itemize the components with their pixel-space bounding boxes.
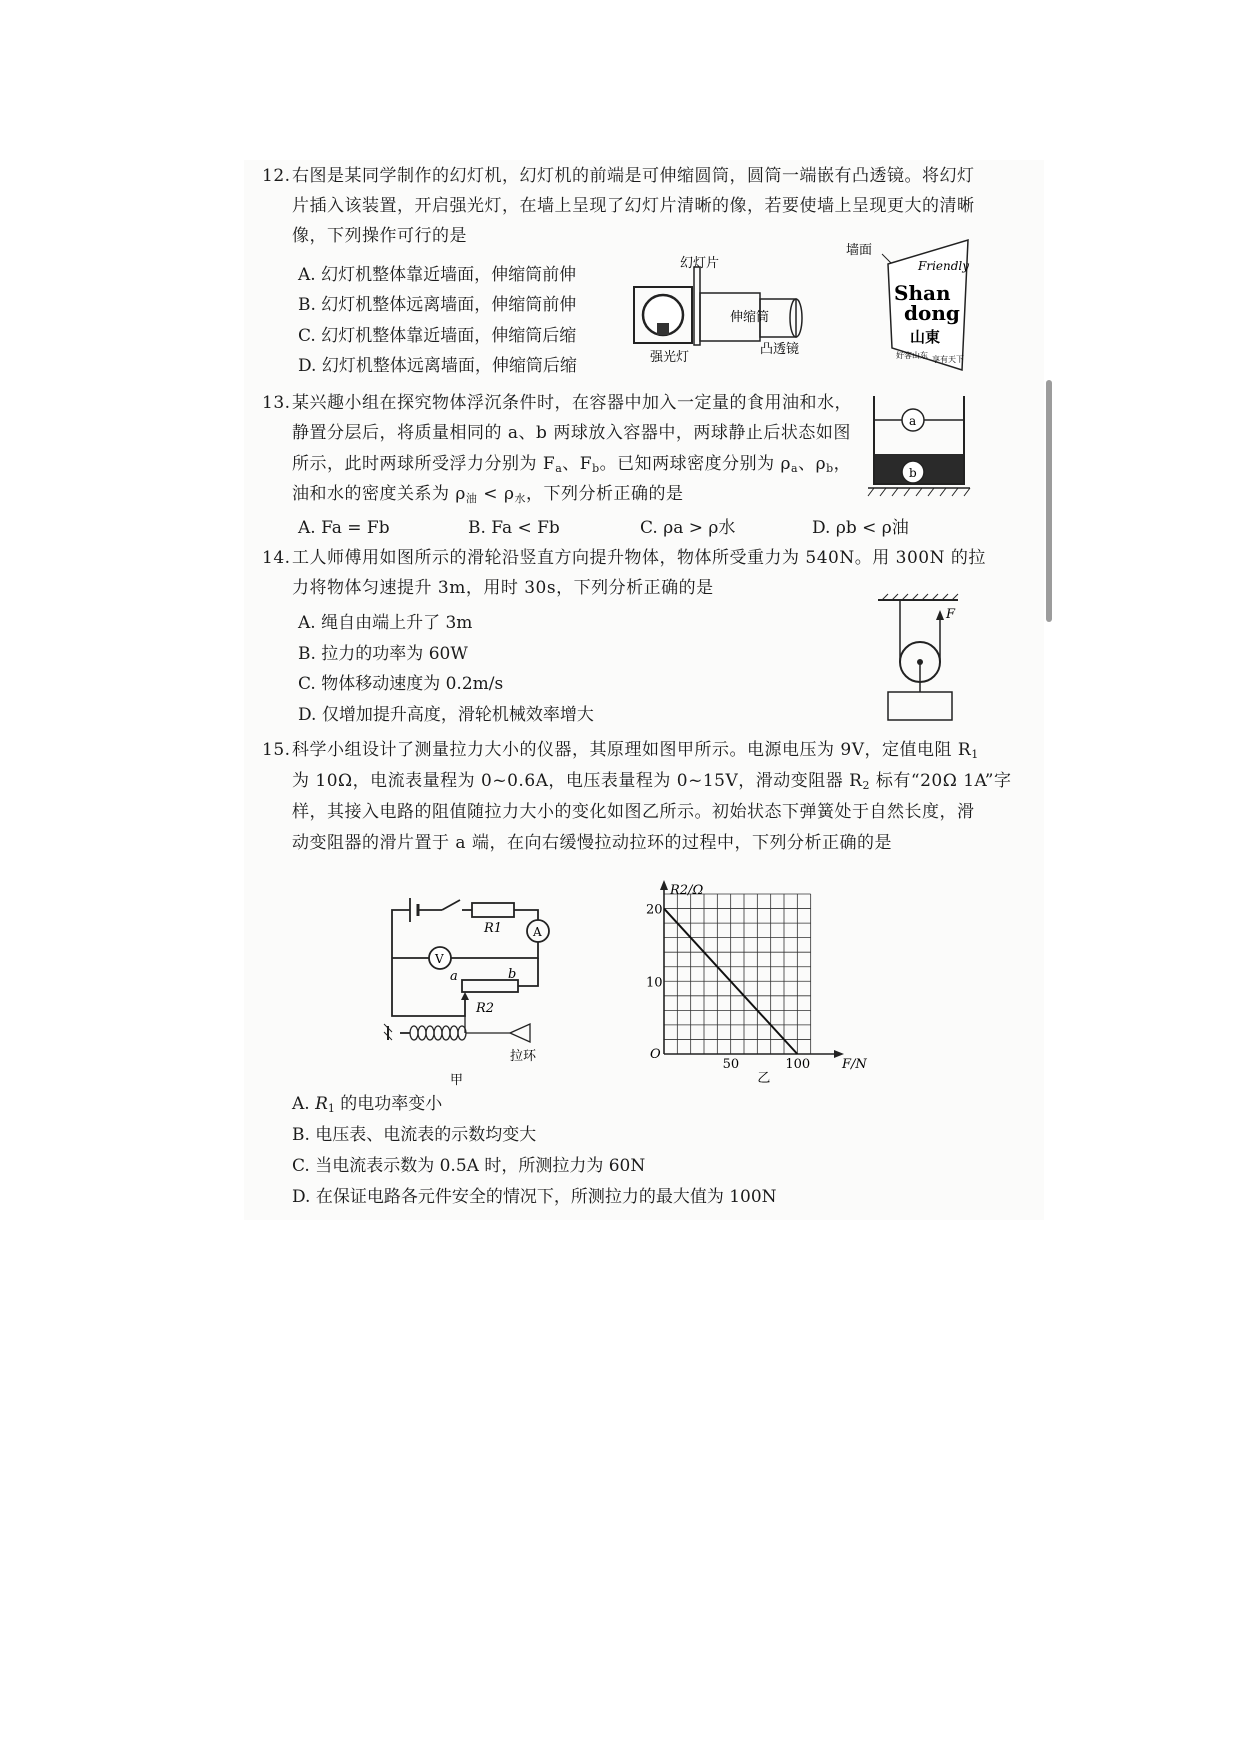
q15-option-a[interactable]: A. $R_1$ 的电功率变小 — [292, 1094, 443, 1115]
q15-option-d[interactable]: D. 在保证电路各元件安全的情况下，所测拉力的最大值为 100N — [292, 1187, 777, 1207]
q12-line-3: 像，下列操作可行的是 — [292, 226, 467, 246]
lamp-label: 强光灯 — [650, 350, 690, 365]
pulley-figure — [870, 592, 970, 727]
y-axis-arrow — [660, 880, 668, 890]
q14-line-2: 力将物体匀速提升 3m，用时 30s，下列分析正确的是 — [292, 578, 714, 598]
q15-line-4: 动变阻器的滑片置于 a 端，在向右缓慢拉动拉环的过程中，下列分析正确的是 — [292, 833, 892, 853]
tube-label: 伸缩筒 — [730, 310, 770, 325]
scrollbar-thumb[interactable] — [1046, 380, 1052, 622]
poster-slogan-1: 好客山东 — [896, 351, 928, 360]
ball-a-label: a — [909, 414, 917, 428]
ball-b-label: b — [909, 466, 917, 480]
q15-option-c[interactable]: C. 当电流表示数为 0.5A 时，所测拉力为 60N — [292, 1156, 646, 1176]
r2-label: R2 — [476, 1001, 495, 1016]
q13-option-d[interactable]: D. ρb < ρ油 — [812, 518, 909, 538]
y-tick-label: 10 — [646, 975, 663, 991]
slide-label: 幻灯片 — [680, 256, 720, 271]
poster-shandong-cn: 山東 — [910, 328, 941, 346]
q12-option-d[interactable]: D. 幻灯机整体远离墙面，伸缩筒后缩 — [298, 356, 577, 376]
end-a-label: a — [450, 969, 458, 984]
lens-label: 凸透镜 — [760, 342, 800, 357]
q13-line-3: 所示，此时两球所受浮力分别为 $F_a$、$F_b$。已知两球密度分别为 $\rho_a$、$\rho_b$， — [292, 454, 852, 475]
q12-option-a[interactable]: A. 幻灯机整体靠近墙面，伸缩筒前伸 — [298, 265, 577, 285]
q12-number: 12. — [262, 166, 291, 186]
x-tick-label: 50 — [722, 1057, 740, 1072]
q13-option-c[interactable]: C. ρa > ρ水 — [640, 518, 736, 538]
q13-line-1: 某兴趣小组在探究物体浮沉条件时，在容器中加入一定量的食用油和水， — [292, 393, 852, 413]
q12-option-b[interactable]: B. 幻灯机整体远离墙面，伸缩筒前伸 — [298, 295, 577, 315]
poster-slogan-2: 享有天下 — [932, 355, 964, 364]
q15-option-b[interactable]: B. 电压表、电流表的示数均变大 — [292, 1125, 537, 1145]
graph-caption: 乙 — [757, 1071, 771, 1086]
poster-friendly: Friendly — [918, 259, 970, 273]
q15-number: 15. — [262, 740, 291, 760]
r1-label: R1 — [484, 921, 503, 936]
q13-option-b[interactable]: B. Fa < Fb — [468, 518, 560, 538]
q13-option-a[interactable]: A. Fa = Fb — [298, 518, 390, 538]
circuit-caption: 甲 — [450, 1073, 464, 1088]
q14-option-b[interactable]: B. 拉力的功率为 60W — [298, 644, 468, 664]
q13-line-2: 静置分层后，将质量相同的 a、b 两球放入容器中，两球静止后状态如图 — [292, 423, 851, 443]
q13-number: 13. — [262, 393, 291, 413]
force-label: F — [946, 607, 956, 622]
graph-axes — [660, 880, 844, 1058]
wall-label: 墙面 — [846, 243, 873, 258]
y-tick-label: 20 — [646, 902, 663, 918]
q12-option-c[interactable]: C. 幻灯机整体靠近墙面，伸缩筒后缩 — [298, 326, 577, 346]
origin-label: O — [650, 1047, 661, 1062]
wall-poster-figure — [846, 236, 976, 386]
q14-line-1: 工人师傅用如图所示的滑轮沿竖直方向提升物体，物体所受重力为 540N。用 300N 的拉 — [292, 548, 986, 568]
x-axis-label: F/N — [842, 1057, 867, 1072]
q15-line-1: 科学小组设计了测量拉力大小的仪器，其原理如图甲所示。电源电压为 9V，定值电阻 $R_1$ — [292, 740, 979, 761]
end-b-label: b — [508, 967, 517, 982]
q12-line-2: 片插入该装置，开启强光灯，在墙上呈现了幻灯片清晰的像，若要使墙上呈现更大的清晰 — [292, 196, 975, 216]
q15-line-2: 为 10Ω，电流表量程为 0~0.6A，电压表量程为 0~15V，滑动变阻器 $R_2$ 标有“20Ω 1A”字 — [292, 771, 1012, 792]
ring-label: 拉环 — [510, 1049, 537, 1064]
poster-dong: dong — [904, 301, 960, 325]
circuit-figure — [380, 888, 565, 1088]
projector-figure — [630, 255, 830, 370]
x-tick-label: 100 — [785, 1057, 811, 1072]
q14-option-a[interactable]: A. 绳自由端上升了 3m — [298, 613, 473, 633]
ammeter-label: A — [533, 925, 542, 939]
graph-grid — [664, 894, 811, 1054]
q15-line-3: 样，其接入电路的阻值随拉力大小的变化如图乙所示。初始状态下弹簧处于自然长度，滑 — [292, 802, 975, 822]
q14-number: 14. — [262, 548, 291, 568]
poster-shan: Shan — [894, 281, 951, 305]
q14-option-d[interactable]: D. 仅增加提升高度，滑轮机械效率增大 — [298, 705, 594, 725]
q13-line-4: 油和水的密度关系为 $\rho_油 < \rho_水$，下列分析正确的是 — [292, 484, 684, 505]
q14-option-c[interactable]: C. 物体移动速度为 0.2m/s — [298, 674, 504, 694]
container-figure — [866, 392, 976, 502]
voltmeter-label: V — [435, 952, 444, 966]
y-axis-label: R2/Ω — [670, 883, 704, 898]
q12-line-1: 右图是某同学制作的幻灯机，幻灯机的前端是可伸缩圆筒，圆筒一端嵌有凸透镜。将幻灯 — [292, 166, 975, 186]
r2-vs-force-graph — [640, 878, 867, 1088]
